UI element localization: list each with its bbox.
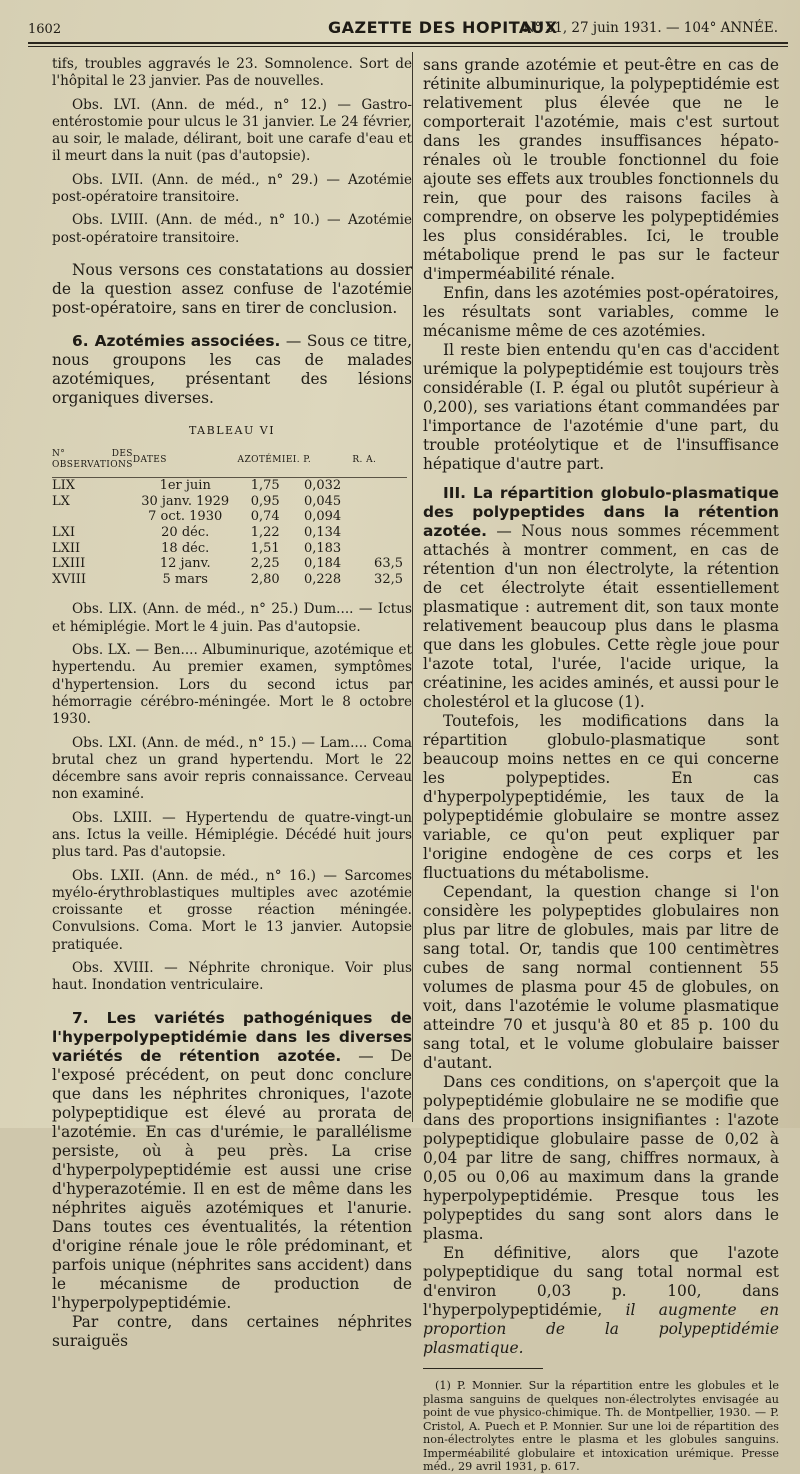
section-7-text: — De l'exposé précédent, on peut donc conclure que dans les néphrites chroniques, l'azote polypeptidique est élevé au prorata de l'azotémie. En cas d'urémie, le parallélisme persiste, où à peu près. La crise d'hyperpolypeptidémie est aussi une crise d'hyperazotémie. Il en est de même dans les néphrites aiguës azotémiques et l'anurie. Dans toutes ces éventualités, la rétention d'origine rénale joue le rôle prédominant, et parfois unique (néphrites sans accident) dans le mécanisme de production de l'hyperpolypeptidémie.: [52, 1046, 412, 1312]
paragraph: Cependant, la question change si l'on considère les polypeptides globulaires non plus par litre de globules, mais par litre de sang total. Or, tandis que 100 centimètres cubes de sang normal contiennent 55 volumes de plasma pour 45 de globules, on voit, dans l'azotémie le volume plasmatique atteindre 70 et jusqu'à 80 et 85 p. 100 du sang total, et le volume globulaire baisser d'autant.: [423, 883, 779, 1072]
table-cell: 2,80: [250, 571, 280, 587]
table-cell: 0,95: [250, 493, 280, 509]
table-cell: 18 déc.: [161, 540, 210, 556]
table-row: [52, 509, 407, 525]
section-6: [52, 332, 412, 408]
table-cell: 0,183: [303, 540, 342, 556]
table-cell: 12 janv.: [159, 556, 211, 572]
paragraph: Toutefois, les modifications dans la répartition globulo-plasmatique sont beaucoup moins nettes en ce qui concerne les polypeptides. En cas d'hyperpolypeptidémie, les taux de la polypeptidémie globulaire se montre assez variable, ce qu'on peut expliquer par l'origine endogène de ces corps et les fluctuations du métabolisme.: [423, 712, 779, 882]
section-3-heading: III. La répartition globulo-plasmatique des polypeptides dans la rétention azotée.: [423, 484, 779, 540]
observation-lxiii: Obs. LXIII. — Hypertendu de quatre-vingt-un ans. Ictus la veille. Hémiplégie. Décédé huit jours plus tard. Pas d'autopsie.: [52, 809, 412, 861]
table-title: TABLEAU VI: [188, 423, 276, 437]
footnote-rule: [423, 1368, 543, 1369]
table-row: [52, 572, 407, 588]
table-cell: 20 déc.: [161, 525, 210, 541]
column-header: N° DES OBSERVATIONS: [52, 449, 133, 478]
table-row: [52, 556, 407, 572]
table-header-row: [52, 449, 407, 478]
table-cell: [352, 494, 407, 510]
table-cell: 1er juin: [159, 478, 211, 494]
page-number: 1602: [28, 22, 62, 37]
table-cell: LX: [52, 493, 70, 509]
column-header: DATES: [133, 449, 238, 478]
paragraph: tifs, troubles aggravés le 23. Somnolence. Sort de l'hôpital le 23 janvier. Pas de nouvelles.: [52, 56, 412, 90]
issue-info: N° 51, 27 juin 1931. — 104° ANNÉE.: [522, 20, 778, 36]
table-cell: LXIII: [52, 556, 86, 572]
table-cell: 0,228: [303, 571, 342, 587]
observation-lvii: Obs. LVII. (Ann. de méd., n° 29.) — Azotémie post-opératoire transitoire.: [52, 171, 412, 206]
table-row: [52, 494, 407, 510]
column-header: I. P.: [293, 449, 353, 478]
column-header: AZOTÉMIE: [238, 449, 293, 478]
column-header: R. A.: [352, 449, 407, 478]
table-cell: [352, 478, 407, 494]
table-row: [52, 541, 407, 557]
table-cell: 0,184: [303, 556, 342, 572]
table-cell: 0,134: [303, 525, 342, 541]
header-rule-thin: [28, 46, 788, 47]
table-cell: 1,75: [250, 478, 280, 494]
paragraph: Nous versons ces constatations au dossier de la question assez confuse de l'azotémie post-opératoire, sans en tirer de conclusion.: [52, 260, 412, 317]
paragraph: [423, 1244, 779, 1358]
conclusion-text: En définitive, alors que l'azote polypeptidique du sang total normal est d'environ 0,03 p. 100, dans l'hyperpolypeptidémie,: [423, 1244, 779, 1319]
table-cell: [352, 541, 407, 557]
section-7: [52, 1009, 412, 1313]
left-column: [52, 56, 412, 1351]
table-cell: 5 mars: [162, 571, 208, 587]
data-table: [52, 449, 407, 587]
footnote: [423, 1379, 779, 1474]
header-rule: [28, 42, 788, 44]
right-column: [423, 56, 779, 1474]
paragraph: Il reste bien entendu qu'en cas d'accident urémique la polypeptidémie est toujours très considérable (I. P. égal ou plutôt supérieur à 0,200), ses variations étant commandées par l'importance de l'azotémie d'une part, du trouble protéolytique et de l'insuffisance hépatique d'autre part.: [423, 341, 779, 473]
table-cell: [352, 525, 407, 541]
observation-lviii: Obs. LVIII. (Ann. de méd., n° 10.) — Azotémie post-opératoire transitoire.: [52, 212, 412, 246]
page-header: [28, 18, 778, 40]
table-row: [52, 525, 407, 541]
table-cell: LIX: [52, 478, 76, 494]
observation-lvi: Obs. LVI. (Ann. de méd., n° 12.) — Gastro-entérostomie pour ulcus le 31 janvier. Le 24 février, au soir, le malade, délirant, boit une carafe d'eau et il meurt dans la nuit (pas d'autopsie).: [52, 96, 412, 165]
footnote-text: (1) P. Monnier. Sur la répartition entre les globules et le plasma sanguins de quelques non-électrolytes envisagée au point de vue physico-chimique. Th. de Montpellier, 1930. — P. Cristol, A. Puech et P. Monnier. Sur une loi de répartition des non-électrolytes entre le plasma et les globules sanguins. Imperméabilité globulaire et intoxication urémique. Presse méd., 29 avril 1931, p. 617.: [423, 1379, 779, 1473]
table-cell: [52, 509, 133, 525]
section-3: [423, 484, 779, 712]
table-row: [52, 478, 407, 494]
table-cell: LXII: [52, 540, 81, 556]
section-6-text: — Sous ce titre, nous groupons les cas de malades azotémiques, présentant des lésions organiques diverses.: [52, 331, 412, 407]
observation-xviii: Obs. XVIII. — Néphrite chronique. Voir plus haut. Inondation ventriculaire.: [52, 960, 412, 994]
table-cell: 2,25: [250, 556, 280, 572]
observation-lxi: Obs. LXI. (Ann. de méd., n° 15.) — Lam.... Coma brutal chez un grand hypertendu. Mort le 22 décembre sans avoir repris connaissance. Cerveau non examiné.: [52, 734, 412, 803]
observation-lx: Obs. LX. — Ben.... Albuminurique, azotémique et hypertendu. Au premier examen, symptômes d'hypertension. Lors du second ictus par hémorragie cérébro-méningée. Mort le 8 octobre 1930.: [52, 642, 412, 728]
table-cell: 1,22: [250, 525, 280, 541]
section-3-text: — Nous nous sommes récemment attachés à montrer comment, en cas de rétention d'un non électrolyte, la rétention de cet électrolyte était essentiellement plasmatique : autrement dit, son taux monte relativement beaucoup plus dans le plasma que dans les globules. Cette règle joue pour l'azote total, l'urée, l'acide urique, la créatinine, les acides aminés, et aussi pour le cholestérol et la glucose (1).: [423, 522, 779, 711]
observation-lix: Obs. LIX. (Ann. de méd., n° 25.) Dum.... — Ictus et hémiplégie. Mort le 4 juin. Pas d'autopsie.: [52, 601, 412, 635]
paragraph: Enfin, dans les azotémies post-opératoires, les résultats sont variables, comme le mécanisme même de ces azotémies.: [423, 284, 779, 340]
table-cell: 1,51: [250, 540, 280, 556]
table-cell: [352, 509, 407, 525]
column-separator: [412, 52, 413, 1122]
table-cell: 0,045: [303, 493, 342, 509]
table-cell: 0,032: [303, 478, 342, 494]
table-cell: XVIII: [52, 571, 87, 587]
paragraph: Dans ces conditions, on s'aperçoit que la polypeptidémie globulaire ne se modifie que dans des proportions insignifiantes : l'azote polypeptidique globulaire passe de 0,02 à 0,04 par litre de sang, chiffres normaux, à 0,05 ou 0,06 au maximum dans la grande hyperpolypeptidémie. Presque tous les polypeptides du sang sont alors dans le plasma.: [423, 1073, 779, 1243]
table-cell: 32,5: [374, 571, 403, 587]
journal-title: GAZETTE DES HOPITAUX: [328, 18, 558, 37]
conclusion-italic: il augmente en proportion de la polypeptidémie plasmatique.: [423, 1301, 780, 1357]
paragraph: sans grande azotémie et peut-être en cas de rétinite albuminurique, la polypeptidémie est relativement plus élevée que ne le comporterait l'azotémie, mais c'est surtout dans les grandes insuffisances hépato-rénales où le trouble fonctionnel du foie ajoute ses effets aux troubles fonctionnels du rein, que pour des raisons faciles à comprendre, on observe les polypeptidémies les plus considérables. Ici, le trouble métabolique prend le pas sur le facteur d'imperméabilité rénale.: [423, 56, 779, 283]
table-cell: 7 oct. 1930: [148, 509, 223, 525]
table-cell: 30 janv. 1929: [141, 493, 230, 509]
table-cell: 63,5: [374, 556, 403, 572]
observation-lxii: Obs. LXII. (Ann. de méd., n° 16.) — Sarcomes myélo-érythroblastiques multiples avec azotémie croissante et grosse réaction méningée. Convulsions. Coma. Mort le 13 janvier. Autopsie pratiquée.: [52, 867, 412, 953]
table-cell: 0,74: [250, 509, 280, 525]
section-7-heading: 7. Les variétés pathogéniques de l'hyperpolypeptidémie dans les diverses variétés de rétention azotée.: [52, 1008, 412, 1065]
table-cell: LXI: [52, 525, 76, 541]
section-6-heading: 6. Azotémies associées.: [72, 331, 281, 350]
table-cell: 0,094: [303, 509, 342, 525]
paragraph: Par contre, dans certaines néphrites suraiguës: [52, 1312, 412, 1350]
